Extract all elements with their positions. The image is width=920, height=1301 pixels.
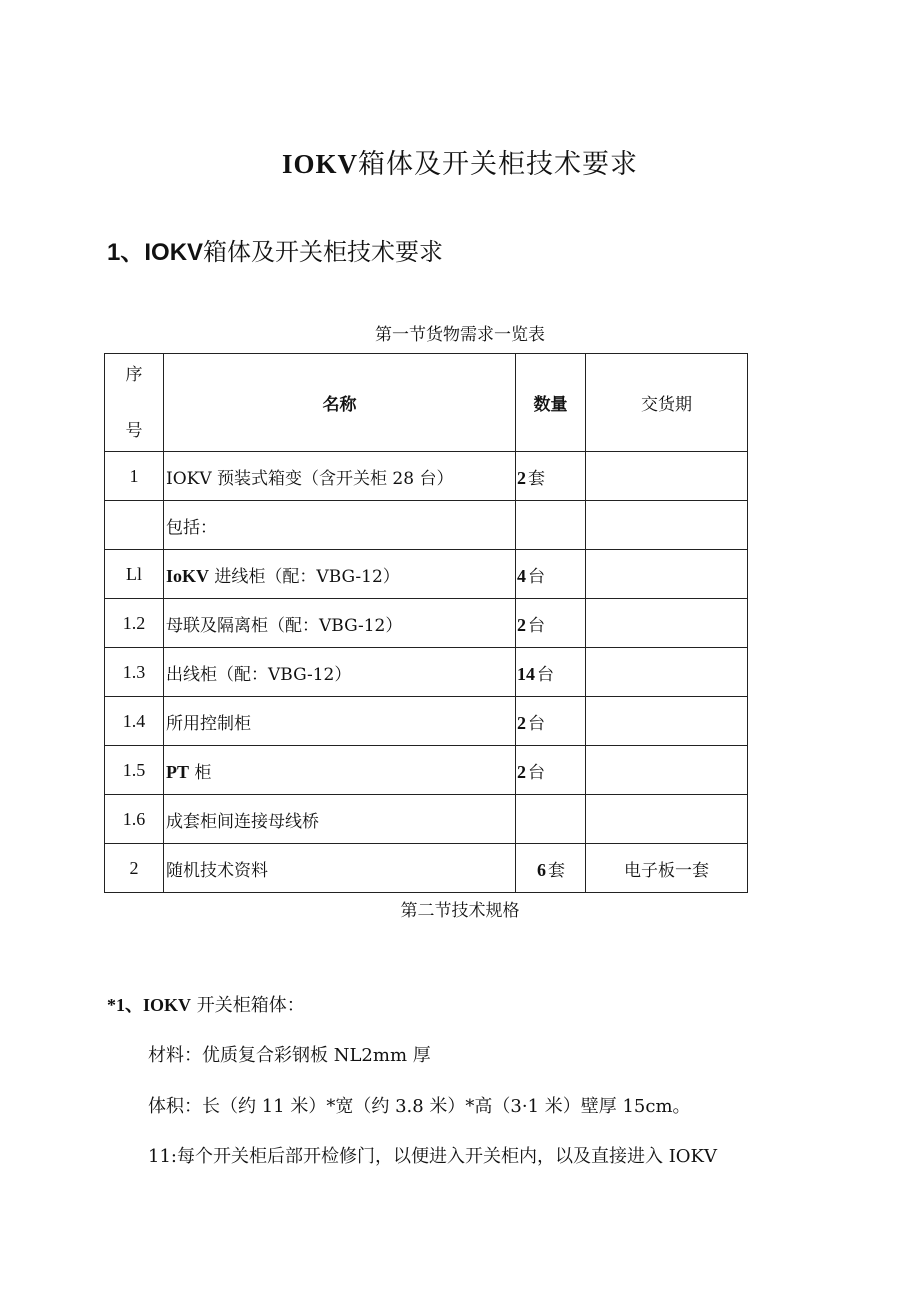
row-item-name bbox=[164, 452, 516, 501]
row-item-name-prefix: IoKV bbox=[166, 565, 210, 586]
header-quantity: 数量 bbox=[516, 354, 586, 452]
table-row bbox=[105, 599, 748, 648]
section-heading-number: 1、 bbox=[107, 239, 145, 266]
row-quantity bbox=[516, 697, 586, 746]
row-quantity-unit: 台 bbox=[528, 566, 545, 587]
row-serial-number bbox=[105, 501, 164, 550]
row-quantity-unit: 套 bbox=[528, 468, 545, 489]
header-name: 名称 bbox=[164, 354, 516, 452]
row-serial-number: 1.4 bbox=[105, 697, 164, 746]
row-item-name-text: 母联及隔离柜（配：VBG-12） bbox=[166, 615, 403, 636]
row-quantity bbox=[516, 746, 586, 795]
row-serial-number: 1.6 bbox=[105, 795, 164, 844]
section-heading bbox=[107, 232, 443, 267]
row-serial-number: 2 bbox=[105, 844, 164, 893]
row-item-name bbox=[164, 746, 516, 795]
spec-paragraph-door: 11:每个开关柜后部开检修门，以便进入开关柜内，以及直接进入 IOKV bbox=[148, 1146, 718, 1167]
document-title bbox=[0, 142, 920, 181]
row-quantity bbox=[516, 795, 586, 844]
spec-caption: 第二节技术规格 bbox=[400, 901, 520, 921]
row-delivery bbox=[586, 599, 748, 648]
row-item-name bbox=[164, 550, 516, 599]
row-item-name bbox=[164, 599, 516, 648]
row-quantity bbox=[516, 844, 586, 893]
row-item-name bbox=[164, 648, 516, 697]
spec-heading bbox=[107, 991, 305, 1017]
row-quantity-number: 4 bbox=[517, 565, 526, 586]
goods-requirement-table bbox=[104, 353, 748, 893]
row-quantity bbox=[516, 501, 586, 550]
row-item-name bbox=[164, 844, 516, 893]
row-item-name-text: IOKV 预装式箱变（含开关柜 28 台） bbox=[166, 468, 454, 489]
table-row bbox=[105, 550, 748, 599]
row-delivery bbox=[586, 501, 748, 550]
row-quantity-unit: 台 bbox=[528, 713, 545, 734]
row-delivery bbox=[586, 648, 748, 697]
row-item-name-text: 包括： bbox=[166, 517, 217, 538]
row-delivery bbox=[586, 795, 748, 844]
table-row bbox=[105, 501, 748, 550]
section-heading-text: 箱体及开关柜技术要求 bbox=[203, 238, 444, 266]
row-item-name-prefix: PT bbox=[166, 761, 190, 782]
table-row bbox=[105, 795, 748, 844]
row-delivery bbox=[586, 697, 748, 746]
row-serial-number: Ll bbox=[105, 550, 164, 599]
row-item-name bbox=[164, 795, 516, 844]
header-serial-line2: 号 bbox=[125, 420, 143, 441]
row-quantity-number: 2 bbox=[517, 467, 526, 488]
row-item-name-text: 成套柜间连接母线桥 bbox=[166, 811, 319, 832]
table-caption: 第一节货物需求一览表 bbox=[375, 325, 545, 345]
row-quantity-unit: 台 bbox=[528, 762, 545, 783]
table-row bbox=[105, 844, 748, 893]
row-item-name-text: 所用控制柜 bbox=[166, 713, 251, 734]
row-quantity-number: 14 bbox=[517, 663, 535, 684]
row-serial-number: 1.3 bbox=[105, 648, 164, 697]
row-quantity-unit: 台 bbox=[537, 664, 554, 685]
spec-paragraph-material: 材料：优质复合彩钢板 NL2mm 厚 bbox=[148, 1045, 431, 1066]
row-delivery: 电子板一套 bbox=[586, 844, 748, 893]
row-quantity-number: 6 bbox=[537, 859, 546, 880]
spec-heading-prefix: *1、IOKV bbox=[107, 995, 192, 1015]
row-quantity-unit: 台 bbox=[528, 615, 545, 636]
row-item-name-text: 进线柜（配：VBG-12） bbox=[209, 566, 400, 587]
row-delivery bbox=[586, 746, 748, 795]
row-item-name-text: 柜 bbox=[189, 762, 212, 783]
row-quantity-number: 2 bbox=[517, 761, 526, 782]
section-heading-code: IOKV bbox=[144, 239, 204, 266]
document-title-text: 箱体及开关柜技术要求 bbox=[358, 149, 638, 180]
header-serial-number bbox=[105, 354, 164, 452]
table-row bbox=[105, 648, 748, 697]
header-serial-line1: 序 bbox=[125, 364, 143, 385]
row-item-name-text: 随机技术资料 bbox=[166, 860, 268, 881]
row-quantity-unit: 套 bbox=[548, 860, 565, 881]
spec-heading-text: 开关柜箱体： bbox=[191, 995, 305, 1016]
row-serial-number: 1 bbox=[105, 452, 164, 501]
table-row bbox=[105, 452, 748, 501]
header-delivery: 交货期 bbox=[586, 354, 748, 452]
table-row bbox=[105, 746, 748, 795]
row-item-name-text: 出线柜（配：VBG-12） bbox=[166, 664, 352, 685]
row-quantity bbox=[516, 599, 586, 648]
spec-paragraph-volume: 体积：长（约 11 米）*宽（约 3.8 米）*高（3·1 米）壁厚 15cm。 bbox=[148, 1096, 691, 1117]
row-quantity bbox=[516, 452, 586, 501]
table-header-row bbox=[105, 354, 748, 452]
row-item-name bbox=[164, 697, 516, 746]
row-item-name bbox=[164, 501, 516, 550]
row-serial-number: 1.2 bbox=[105, 599, 164, 648]
table-body bbox=[105, 452, 748, 893]
document-title-code: IOKV bbox=[281, 149, 358, 179]
row-quantity bbox=[516, 648, 586, 697]
row-delivery bbox=[586, 452, 748, 501]
table-row bbox=[105, 697, 748, 746]
row-serial-number: 1.5 bbox=[105, 746, 164, 795]
row-delivery bbox=[586, 550, 748, 599]
row-quantity bbox=[516, 550, 586, 599]
row-quantity-number: 2 bbox=[517, 614, 526, 635]
row-quantity-number: 2 bbox=[517, 712, 526, 733]
